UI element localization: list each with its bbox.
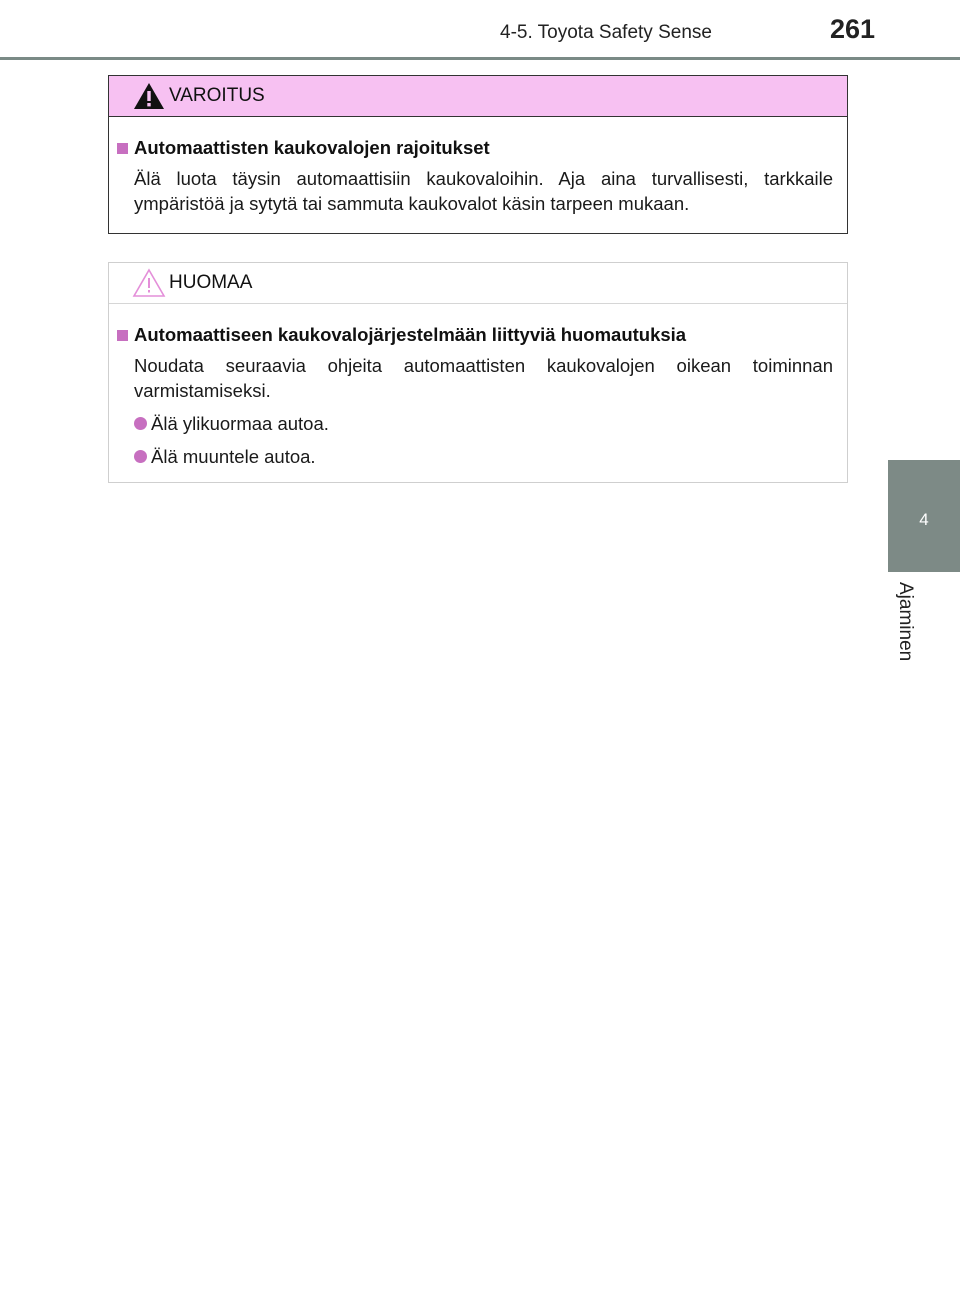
- chapter-tab: [888, 460, 960, 572]
- header-divider: [0, 57, 960, 60]
- warning-box: [108, 75, 848, 234]
- caution-triangle-icon: [131, 267, 167, 299]
- warning-header: [109, 76, 847, 117]
- list-item-text: Älä muuntele autoa.: [151, 446, 316, 467]
- warning-triangle-icon: [131, 80, 167, 112]
- chapter-number: 4: [919, 510, 929, 529]
- list-item-text: Älä ylikuormaa autoa.: [151, 413, 329, 434]
- notice-text: Noudata seuraavia ohjeita automaattisten kaukovalojen oikean toiminnan varmistamiseksi.: [134, 355, 833, 401]
- notice-heading: [117, 322, 833, 348]
- section-title: 4-5. Toyota Safety Sense: [500, 22, 712, 43]
- warning-label: VAROITUS: [169, 85, 265, 106]
- list-item: [134, 411, 833, 436]
- notice-label: HUOMAA: [169, 272, 253, 293]
- notice-header: [109, 263, 847, 304]
- warning-heading-text: Automaattisten kaukovalojen rajoitukset: [134, 137, 490, 158]
- list-item: [134, 444, 833, 469]
- dot-bullet-icon: [134, 417, 147, 430]
- notice-box: [108, 262, 848, 483]
- warning-body: [109, 117, 847, 216]
- warning-text: Älä luota täysin automaattisiin kaukovaloihin. Aja aina turvallisesti, tarkkaile ympäristöä ja sytytä tai sammuta kaukovalot käsin tarpeen mukaan.: [134, 168, 833, 214]
- warning-heading: [117, 135, 833, 161]
- square-bullet-icon: [117, 330, 128, 341]
- dot-bullet-icon: [134, 450, 147, 463]
- notice-body: [109, 304, 847, 469]
- chapter-label: Ajaminen: [895, 582, 916, 662]
- notice-heading-text: Automaattiseen kaukovalojärjestelmään liittyviä huomautuksia: [134, 324, 687, 345]
- page-number: 261: [830, 14, 876, 44]
- square-bullet-icon: [117, 143, 128, 154]
